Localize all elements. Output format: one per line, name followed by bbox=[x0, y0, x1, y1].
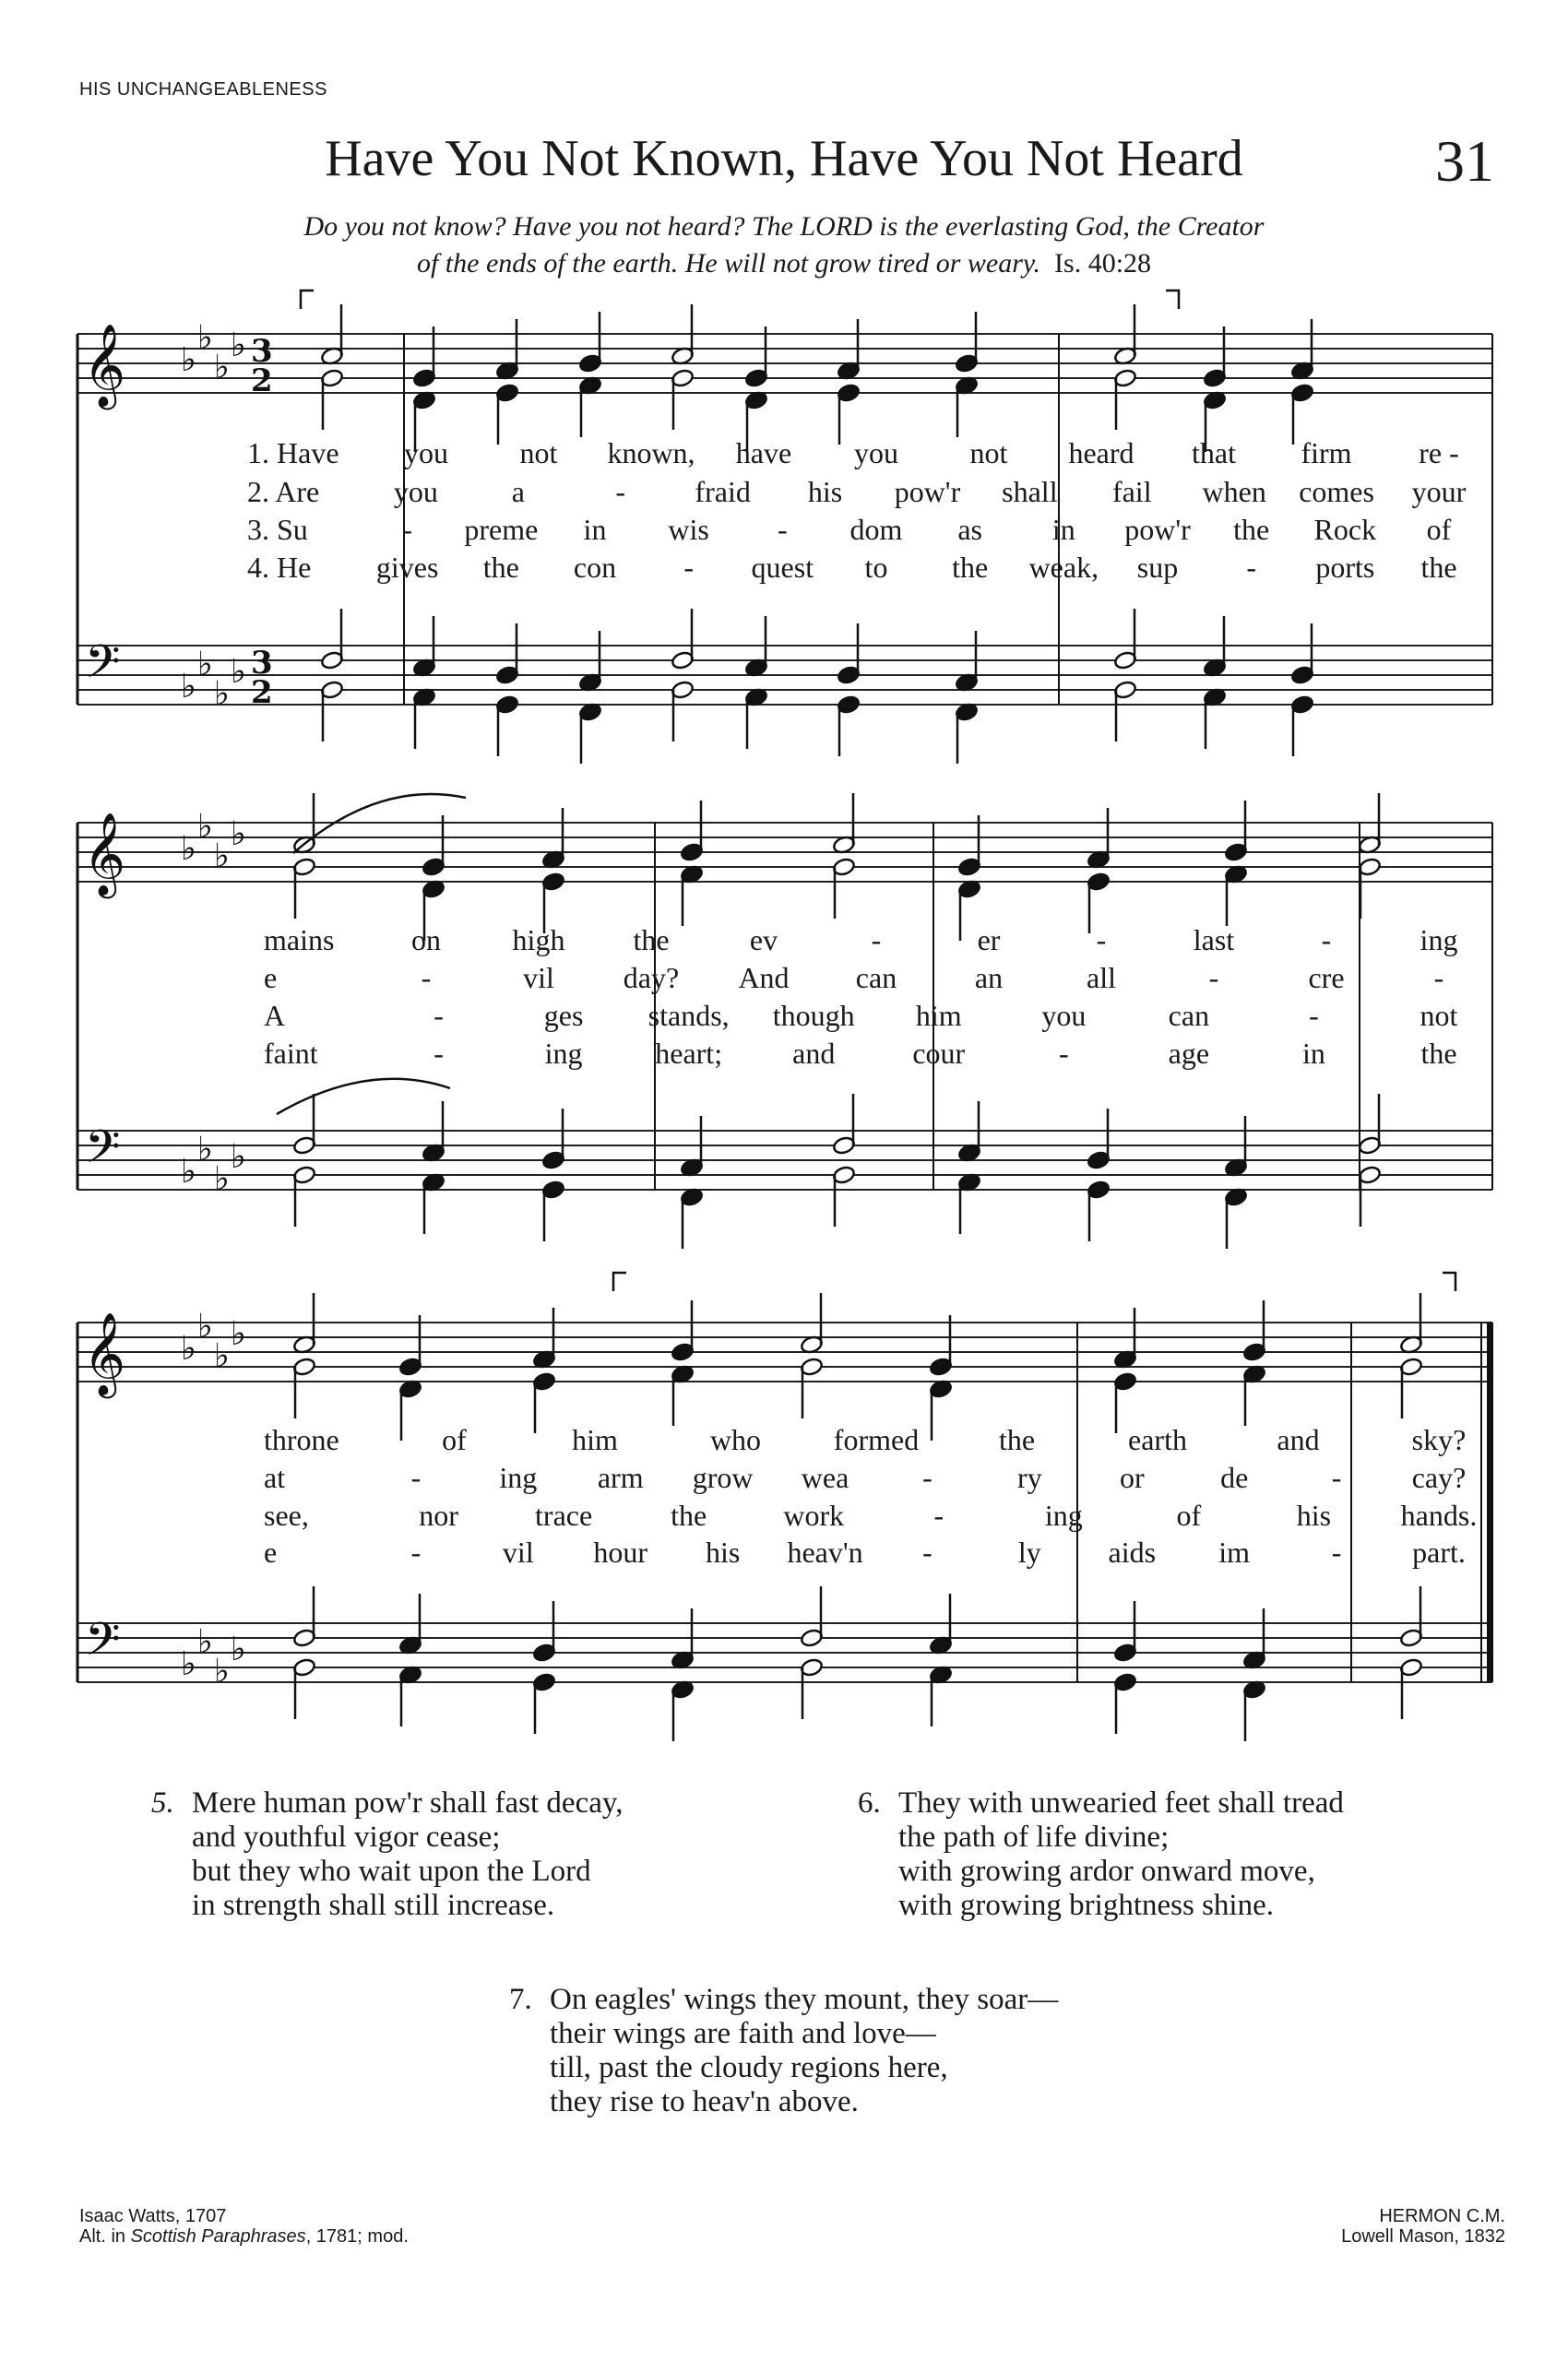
hymn-title: Have You Not Known, Have You Not Heard bbox=[325, 130, 1243, 187]
lyric-syllable: have bbox=[735, 436, 792, 469]
lyric-syllable: fraid bbox=[695, 475, 751, 508]
lyric-syllable: him bbox=[572, 1423, 618, 1456]
lyric-syllable: when bbox=[1202, 475, 1266, 508]
lyric-syllable: the bbox=[482, 551, 519, 584]
lyric-syllable: 4. He bbox=[247, 551, 312, 584]
lyric-syllable: the bbox=[671, 1499, 707, 1532]
lyric-syllable: preme bbox=[464, 513, 539, 546]
lyric-syllable: grow bbox=[692, 1461, 754, 1494]
lyric-syllable: hands. bbox=[1400, 1499, 1478, 1532]
stanza-line: with growing brightness shine. bbox=[898, 1889, 1274, 1922]
bass-clef-icon: 𝄢 bbox=[85, 1613, 121, 1678]
lyric-syllable: not bbox=[1420, 999, 1458, 1032]
stanza-number: 6. bbox=[858, 1786, 881, 1820]
lyric-syllable: ports bbox=[1315, 551, 1375, 584]
lyric-syllable: and bbox=[792, 1037, 836, 1070]
lyric-syllable: ing bbox=[1044, 1499, 1083, 1532]
lyric-syllable: that bbox=[1192, 436, 1236, 469]
lyric-syllable: wis bbox=[668, 513, 709, 546]
lyric-syllable: shall bbox=[1002, 475, 1058, 508]
lyric-syllable: vil bbox=[502, 1536, 534, 1569]
lyric-syllable: ing bbox=[1420, 923, 1458, 956]
lyric-syllable: - bbox=[402, 513, 412, 546]
stanza-line: but they who wait upon the Lord bbox=[192, 1855, 591, 1888]
stanza-line: and youthful vigor cease; bbox=[192, 1821, 501, 1854]
lyric-syllable: heav'n bbox=[787, 1536, 863, 1569]
lyric-syllable: quest bbox=[751, 551, 814, 584]
lyric-syllable: - bbox=[1331, 1461, 1342, 1494]
flat-sign: ♭ bbox=[181, 1153, 196, 1191]
lyric-syllable: ly bbox=[1017, 1536, 1041, 1569]
lyric-syllable: not bbox=[969, 436, 1008, 469]
lyric-syllable: - bbox=[778, 513, 788, 546]
flat-sign: ♭ bbox=[197, 1131, 213, 1169]
stanza-line: with growing ardor onward move, bbox=[898, 1855, 1315, 1888]
lyric-syllable: trace bbox=[535, 1499, 593, 1532]
treble-clef-icon: 𝄞 bbox=[83, 813, 126, 896]
bass-clef-icon: 𝄢 bbox=[85, 1121, 121, 1185]
lyric-syllable: hour bbox=[593, 1536, 648, 1569]
lyric-syllable: er bbox=[977, 923, 1001, 956]
lyric-syllable: though bbox=[772, 999, 855, 1032]
lyric-syllable: cour bbox=[912, 1037, 966, 1070]
lyric-syllable: the bbox=[1420, 1037, 1457, 1070]
lyric-syllable: all bbox=[1087, 961, 1116, 994]
flat-sign: ♭ bbox=[231, 1138, 246, 1176]
lyric-syllable: weak, bbox=[1028, 551, 1099, 584]
lyric-syllable: the bbox=[633, 923, 670, 956]
lyric-syllable: you bbox=[1041, 999, 1087, 1032]
lyric-syllable: nor bbox=[419, 1499, 458, 1532]
flat-sign: ♭ bbox=[231, 653, 246, 691]
lyric-syllable: - bbox=[410, 1536, 422, 1569]
stanza-number: 7. bbox=[509, 1983, 532, 2016]
lyric-syllable: of bbox=[1426, 513, 1452, 546]
lyric-syllable: - bbox=[1208, 961, 1219, 994]
lyric-syllable: - bbox=[922, 1536, 932, 1569]
stanza-line: On eagles' wings they mount, they soar— bbox=[550, 1983, 1059, 2016]
flat-sign: ♭ bbox=[197, 319, 213, 357]
flat-sign: ♭ bbox=[181, 668, 196, 706]
scripture-reference: Is. 40:28 bbox=[1054, 248, 1152, 279]
lyric-syllable: age bbox=[1168, 1037, 1210, 1070]
lyric-syllable: de bbox=[1220, 1461, 1249, 1494]
lyric-syllable: sup bbox=[1136, 551, 1179, 584]
lyric-syllable: gives bbox=[375, 551, 439, 584]
lyric-syllable: in bbox=[1051, 513, 1075, 546]
stanza-7 bbox=[509, 1983, 1059, 2119]
lyric-syllable: pow'r bbox=[894, 475, 961, 508]
lyric-syllable: - bbox=[1309, 999, 1319, 1032]
lyric-syllable: pow'r bbox=[1124, 513, 1191, 546]
author-credit: Isaac Watts, 1707 bbox=[79, 2206, 227, 2226]
lyric-syllable: to bbox=[864, 551, 888, 584]
lyric-syllable: e bbox=[264, 1536, 278, 1569]
lyric-syllable: re - bbox=[1419, 436, 1459, 469]
lyric-syllable: the bbox=[1233, 513, 1270, 546]
lyric-syllable: aids bbox=[1108, 1536, 1157, 1569]
text-credits bbox=[79, 2206, 409, 2247]
flat-sign: ♭ bbox=[197, 1308, 213, 1346]
lyric-syllable: of bbox=[1176, 1499, 1202, 1532]
lyric-syllable: on bbox=[411, 923, 441, 956]
flat-sign: ♭ bbox=[231, 815, 246, 853]
lyric-syllable: - bbox=[410, 1461, 422, 1494]
lyric-syllable: comes bbox=[1299, 475, 1374, 508]
lyric-syllable: - bbox=[1246, 551, 1256, 584]
treble-clef-icon: 𝄞 bbox=[83, 324, 126, 407]
lyric-syllable: faint bbox=[264, 1037, 318, 1070]
scripture-line-1: Do you not know? Have you not heard? The LORD is the everlasting God, the Creator bbox=[303, 211, 1265, 242]
lyric-syllable: e bbox=[264, 961, 278, 994]
lyric-syllable: the bbox=[952, 551, 989, 584]
lyric-syllable: ev bbox=[749, 923, 778, 956]
flat-sign: ♭ bbox=[214, 837, 230, 875]
lyric-syllable: - bbox=[922, 1461, 932, 1494]
flat-sign: ♭ bbox=[214, 675, 230, 713]
lyric-syllable: can bbox=[855, 961, 897, 994]
flat-sign: ♭ bbox=[181, 830, 196, 868]
lyric-syllable: in bbox=[583, 513, 607, 546]
composer-credit: Lowell Mason, 1832 bbox=[1341, 2226, 1505, 2247]
flat-sign: ♭ bbox=[214, 1160, 230, 1198]
lyric-syllable: throne bbox=[264, 1423, 339, 1456]
time-signature-top: 3 bbox=[251, 333, 273, 370]
lyric-syllable: mains bbox=[264, 923, 335, 956]
flat-sign: ♭ bbox=[231, 326, 246, 364]
lyric-syllable: im bbox=[1218, 1536, 1251, 1569]
lyric-syllable: formed bbox=[833, 1423, 920, 1456]
lyric-syllable: - bbox=[1433, 961, 1444, 994]
stanza-6 bbox=[858, 1786, 1344, 1923]
flat-sign: ♭ bbox=[197, 1623, 213, 1661]
lyric-syllable: the bbox=[1420, 551, 1457, 584]
stanza-line: Mere human pow'r shall fast decay, bbox=[192, 1786, 624, 1820]
stanza-line: They with unwearied feet shall tread bbox=[898, 1786, 1344, 1820]
lyric-syllable: - bbox=[1321, 923, 1332, 956]
lyric-syllable: A bbox=[264, 999, 286, 1032]
lyric-syllable: - bbox=[1331, 1536, 1342, 1569]
time-signature-top: 3 bbox=[251, 645, 273, 682]
flat-sign: ♭ bbox=[214, 1653, 230, 1691]
lyric-syllable: heart; bbox=[655, 1037, 723, 1070]
lyric-syllable: 3. Su bbox=[247, 513, 308, 546]
time-signature-bottom: 2 bbox=[251, 674, 273, 711]
flat-sign: ♭ bbox=[214, 1337, 230, 1375]
lyric-syllable: in bbox=[1301, 1037, 1325, 1070]
flat-sign: ♭ bbox=[214, 349, 230, 386]
lyric-syllable: his bbox=[705, 1536, 741, 1569]
lyric-syllable: ges bbox=[543, 999, 584, 1032]
stanza-line: they rise to heav'n above. bbox=[550, 2085, 859, 2118]
lyric-syllable: him bbox=[915, 999, 962, 1032]
lyric-syllable: - bbox=[933, 1499, 944, 1532]
flat-sign: ♭ bbox=[181, 341, 196, 379]
flat-sign: ♭ bbox=[181, 1330, 196, 1368]
lyric-syllable: as bbox=[957, 513, 982, 546]
lyric-syllable: firm bbox=[1301, 436, 1352, 469]
lyric-syllable: your bbox=[1411, 475, 1467, 508]
lyric-syllable: fail bbox=[1111, 475, 1152, 508]
lyric-syllable: And bbox=[738, 961, 790, 994]
flat-sign: ♭ bbox=[197, 808, 213, 846]
lyric-syllable: day? bbox=[623, 961, 680, 994]
lyric-syllable: sky? bbox=[1411, 1423, 1467, 1456]
lyric-syllable: vil bbox=[523, 961, 554, 994]
lyric-syllable: Rock bbox=[1313, 513, 1377, 546]
lyric-syllable: dom bbox=[849, 513, 903, 546]
lyric-syllable: can bbox=[1168, 999, 1210, 1032]
stanza-line: their wings are faith and love— bbox=[550, 2017, 936, 2050]
lyric-syllable: his bbox=[1296, 1499, 1332, 1532]
lyric-syllable: you bbox=[404, 436, 448, 469]
bass-clef-icon: 𝄢 bbox=[85, 635, 121, 700]
lyric-syllable: - bbox=[871, 923, 882, 956]
flat-sign: ♭ bbox=[197, 646, 213, 683]
lyric-syllable: at bbox=[264, 1461, 286, 1494]
lyric-syllable: of bbox=[442, 1423, 467, 1456]
lyric-syllable: work bbox=[783, 1499, 845, 1532]
lyric-syllable: stands, bbox=[647, 999, 730, 1032]
lyric-syllable: you bbox=[854, 436, 898, 469]
lyric-syllable: part. bbox=[1412, 1536, 1466, 1569]
lyric-syllable: 2. Are bbox=[247, 475, 320, 508]
lyric-syllable: his bbox=[807, 475, 843, 508]
stanza-line: till, past the cloudy regions here, bbox=[550, 2051, 948, 2084]
flat-sign: ♭ bbox=[231, 1631, 246, 1668]
lyric-syllable: cre bbox=[1308, 961, 1345, 994]
lyric-syllable: - bbox=[1059, 1037, 1069, 1070]
tune-credits bbox=[1341, 2206, 1505, 2247]
stanza-line: in strength shall still increase. bbox=[192, 1889, 555, 1922]
lyric-syllable: you bbox=[393, 475, 438, 508]
alteration-credit: Alt. in Scottish Paraphrases, 1781; mod. bbox=[79, 2226, 409, 2247]
lyric-syllable: ing bbox=[499, 1461, 538, 1494]
stanza-line: the path of life divine; bbox=[898, 1821, 1170, 1854]
tune-name: HERMON C.M. bbox=[1379, 2206, 1505, 2226]
lyric-syllable: cay? bbox=[1411, 1461, 1467, 1494]
stanza-number: 5. bbox=[151, 1786, 174, 1820]
lyric-syllable: a bbox=[511, 475, 525, 508]
lyric-syllable: earth bbox=[1128, 1423, 1187, 1456]
lyric-syllable: or bbox=[1119, 1461, 1145, 1494]
lyric-syllable: who bbox=[709, 1423, 762, 1456]
lyric-syllable: - bbox=[421, 961, 432, 994]
lyric-syllable: 1. Have bbox=[247, 436, 339, 469]
lyric-syllable: and bbox=[1277, 1423, 1320, 1456]
section-label: HIS UNCHANGEABLENESS bbox=[79, 79, 327, 100]
lyric-syllable: see, bbox=[264, 1499, 309, 1532]
lyric-syllable: heard bbox=[1068, 436, 1134, 469]
lyric-syllable: - bbox=[434, 999, 444, 1032]
lyric-syllable: con bbox=[573, 551, 617, 584]
lyric-syllable: high bbox=[512, 923, 565, 956]
lyric-syllable: - bbox=[1096, 923, 1107, 956]
lyric-syllable: an bbox=[974, 961, 1004, 994]
scripture-line-2: of the ends of the earth. He will not grow tired or weary. bbox=[416, 248, 1041, 279]
lyric-syllable: last bbox=[1193, 923, 1235, 956]
lyric-syllable: arm bbox=[597, 1461, 644, 1494]
lyric-syllable: ry bbox=[1017, 1461, 1042, 1494]
lyric-syllable: - bbox=[683, 551, 694, 584]
flat-sign: ♭ bbox=[181, 1645, 196, 1683]
lyric-syllable: ing bbox=[544, 1037, 583, 1070]
hymn-number: 31 bbox=[1435, 128, 1494, 194]
lyric-syllable: known, bbox=[607, 436, 695, 469]
treble-clef-icon: 𝄞 bbox=[83, 1312, 126, 1395]
stanza-5 bbox=[151, 1786, 624, 1923]
lyric-syllable: wea bbox=[801, 1461, 849, 1494]
lyric-syllable: - bbox=[615, 475, 626, 508]
flat-sign: ♭ bbox=[231, 1315, 246, 1353]
time-signature-bottom: 2 bbox=[251, 362, 273, 399]
lyric-syllable: not bbox=[519, 436, 558, 469]
lyric-syllable: the bbox=[998, 1423, 1036, 1456]
lyric-syllable: - bbox=[434, 1037, 444, 1070]
